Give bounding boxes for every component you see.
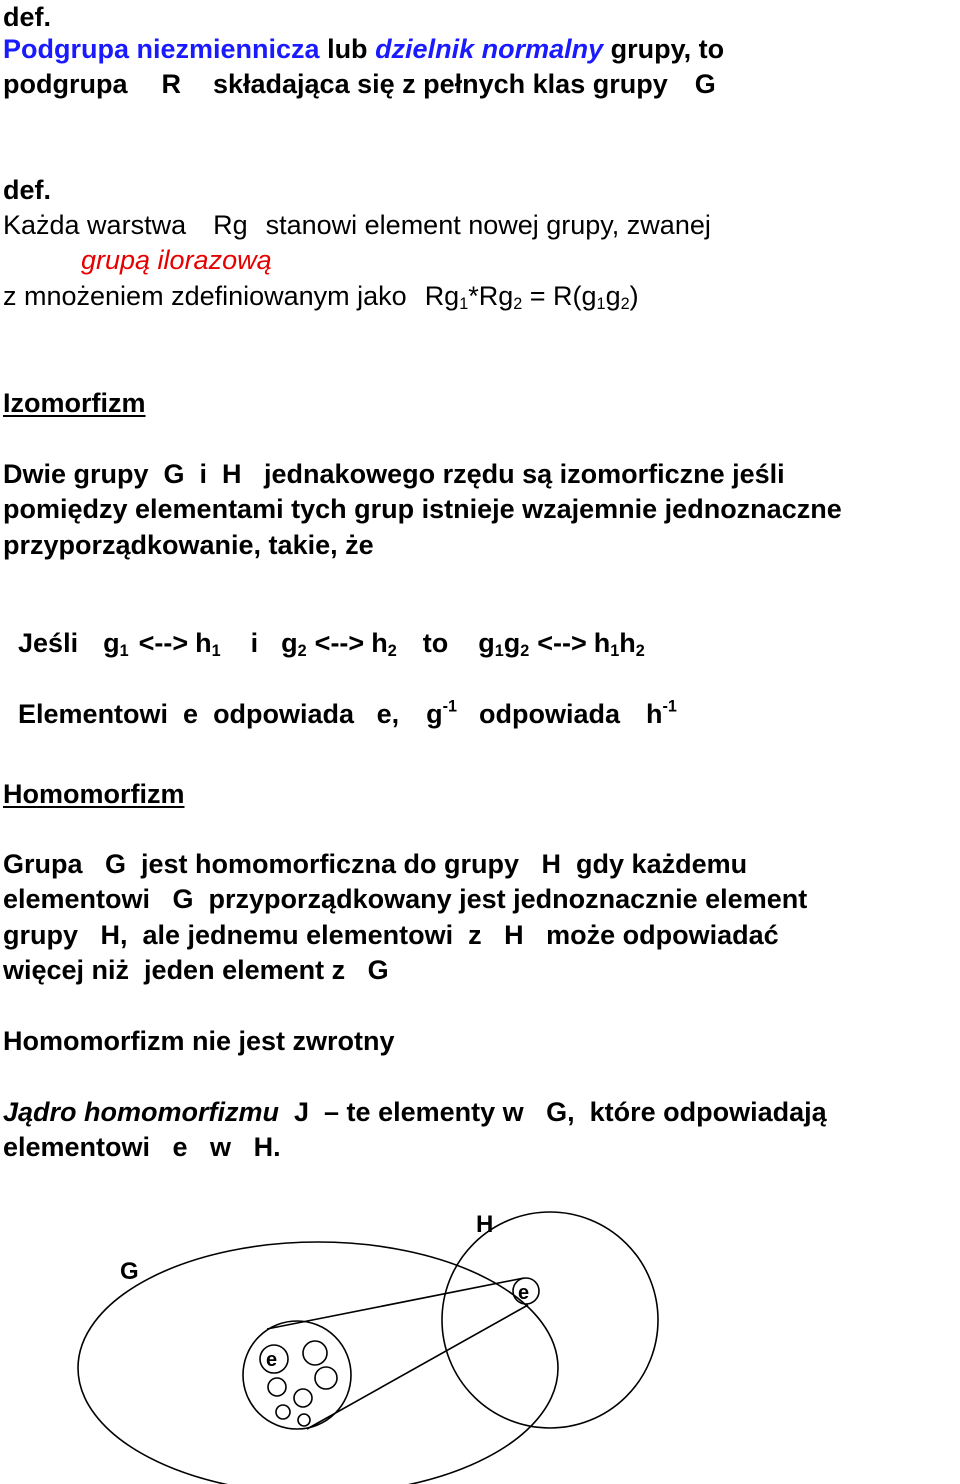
homo-not-reflexive: Homomorfizm nie jest zwrotny xyxy=(3,1026,395,1056)
label-H: H xyxy=(476,1211,494,1238)
term-kernel: Jądro homomorfizmu xyxy=(3,1097,280,1127)
group-H-circle xyxy=(442,1212,658,1428)
def2-line1-a: Każda warstwa xyxy=(3,210,187,240)
label-e-in-G: e xyxy=(266,1349,278,1371)
kernel-element-circle xyxy=(298,1414,310,1426)
or-word: lub xyxy=(319,34,376,64)
izo-paragraph-line3: przyporządkowanie, takie, że xyxy=(3,530,374,560)
kernel-definition-line2: elementowi e w H. xyxy=(3,1132,281,1162)
heading-homomorfizm: Homomorfizm xyxy=(3,779,185,809)
term-normal-divisor: dzielnik normalny xyxy=(375,34,604,64)
izo-correspondence-rule: Jeśli $g_1$ <--> $h_1$ i $g_2$ <--> $h_2$ to $g_1g_2$ <--> $h_1h_2$ xyxy=(18,628,645,661)
kernel-element-circle xyxy=(276,1405,290,1419)
izo-paragraph-line2: pomiędzy elementami tych grup istnieje wzajemnie jednoznaczne xyxy=(3,494,842,524)
homo-paragraph-line4: więcej niż jeden element z G xyxy=(3,955,389,985)
def-label-1: def. xyxy=(3,2,52,32)
mapping-line-bottom xyxy=(307,1305,528,1429)
def2-symbol-Rg: Rg xyxy=(213,210,248,240)
izo-identity-inverse-line: Elementowi e odpowiada e, $g^{-1}$ odpowiada $h^{-1}$ xyxy=(18,697,677,729)
kernel-rest: J – te elementy w G, które odpowiadają xyxy=(279,1097,827,1127)
def2-line1-b: stanowi element nowej grupy, zwanej xyxy=(265,210,711,240)
def1-line1-rest: grupy, to xyxy=(603,34,725,64)
kernel-element-circle xyxy=(315,1367,337,1389)
izo-paragraph-line1: Dwie grupy G i H jednakowego rzędu są izomorficzne jeśli xyxy=(3,459,785,489)
homo-paragraph-line1: Grupa G jest homomorficzna do grupy H gdy każdemu xyxy=(3,849,748,879)
def2-line3-a: z mnożeniem zdefiniowanym jako xyxy=(3,281,407,311)
label-e-in-H: e xyxy=(518,1282,530,1304)
def-label-2: def. xyxy=(3,175,52,205)
label-G: G xyxy=(120,1258,139,1285)
kernel-element-circle xyxy=(294,1389,312,1407)
homo-paragraph-line2: elementowi G przyporządkowany jest jednoznacznie element xyxy=(3,884,808,914)
kernel-element-circle xyxy=(303,1341,327,1365)
term-quotient-group: grupą ilorazową xyxy=(81,245,272,275)
def1-symbol-R: R xyxy=(161,69,181,99)
kernel-element-circle xyxy=(268,1378,286,1396)
group-G-circle xyxy=(78,1242,558,1484)
term-normal-subgroup: Podgrupa niezmiennicza xyxy=(3,34,320,64)
def1-symbol-G: G xyxy=(694,69,716,99)
mapping-line-top xyxy=(267,1278,524,1329)
def1-line2-a: podgrupa xyxy=(3,69,128,99)
def1-line2-b: składająca się z pełnych klas grupy xyxy=(212,69,668,99)
homo-paragraph-line3: grupy H, ale jednemu elementowi z H może odpowiadać xyxy=(3,920,779,950)
multiplication-formula: $Rg_1*Rg_2 = R(g_1g_2)$ xyxy=(424,281,639,314)
heading-izomorfizm: Izomorfizm xyxy=(3,388,146,418)
